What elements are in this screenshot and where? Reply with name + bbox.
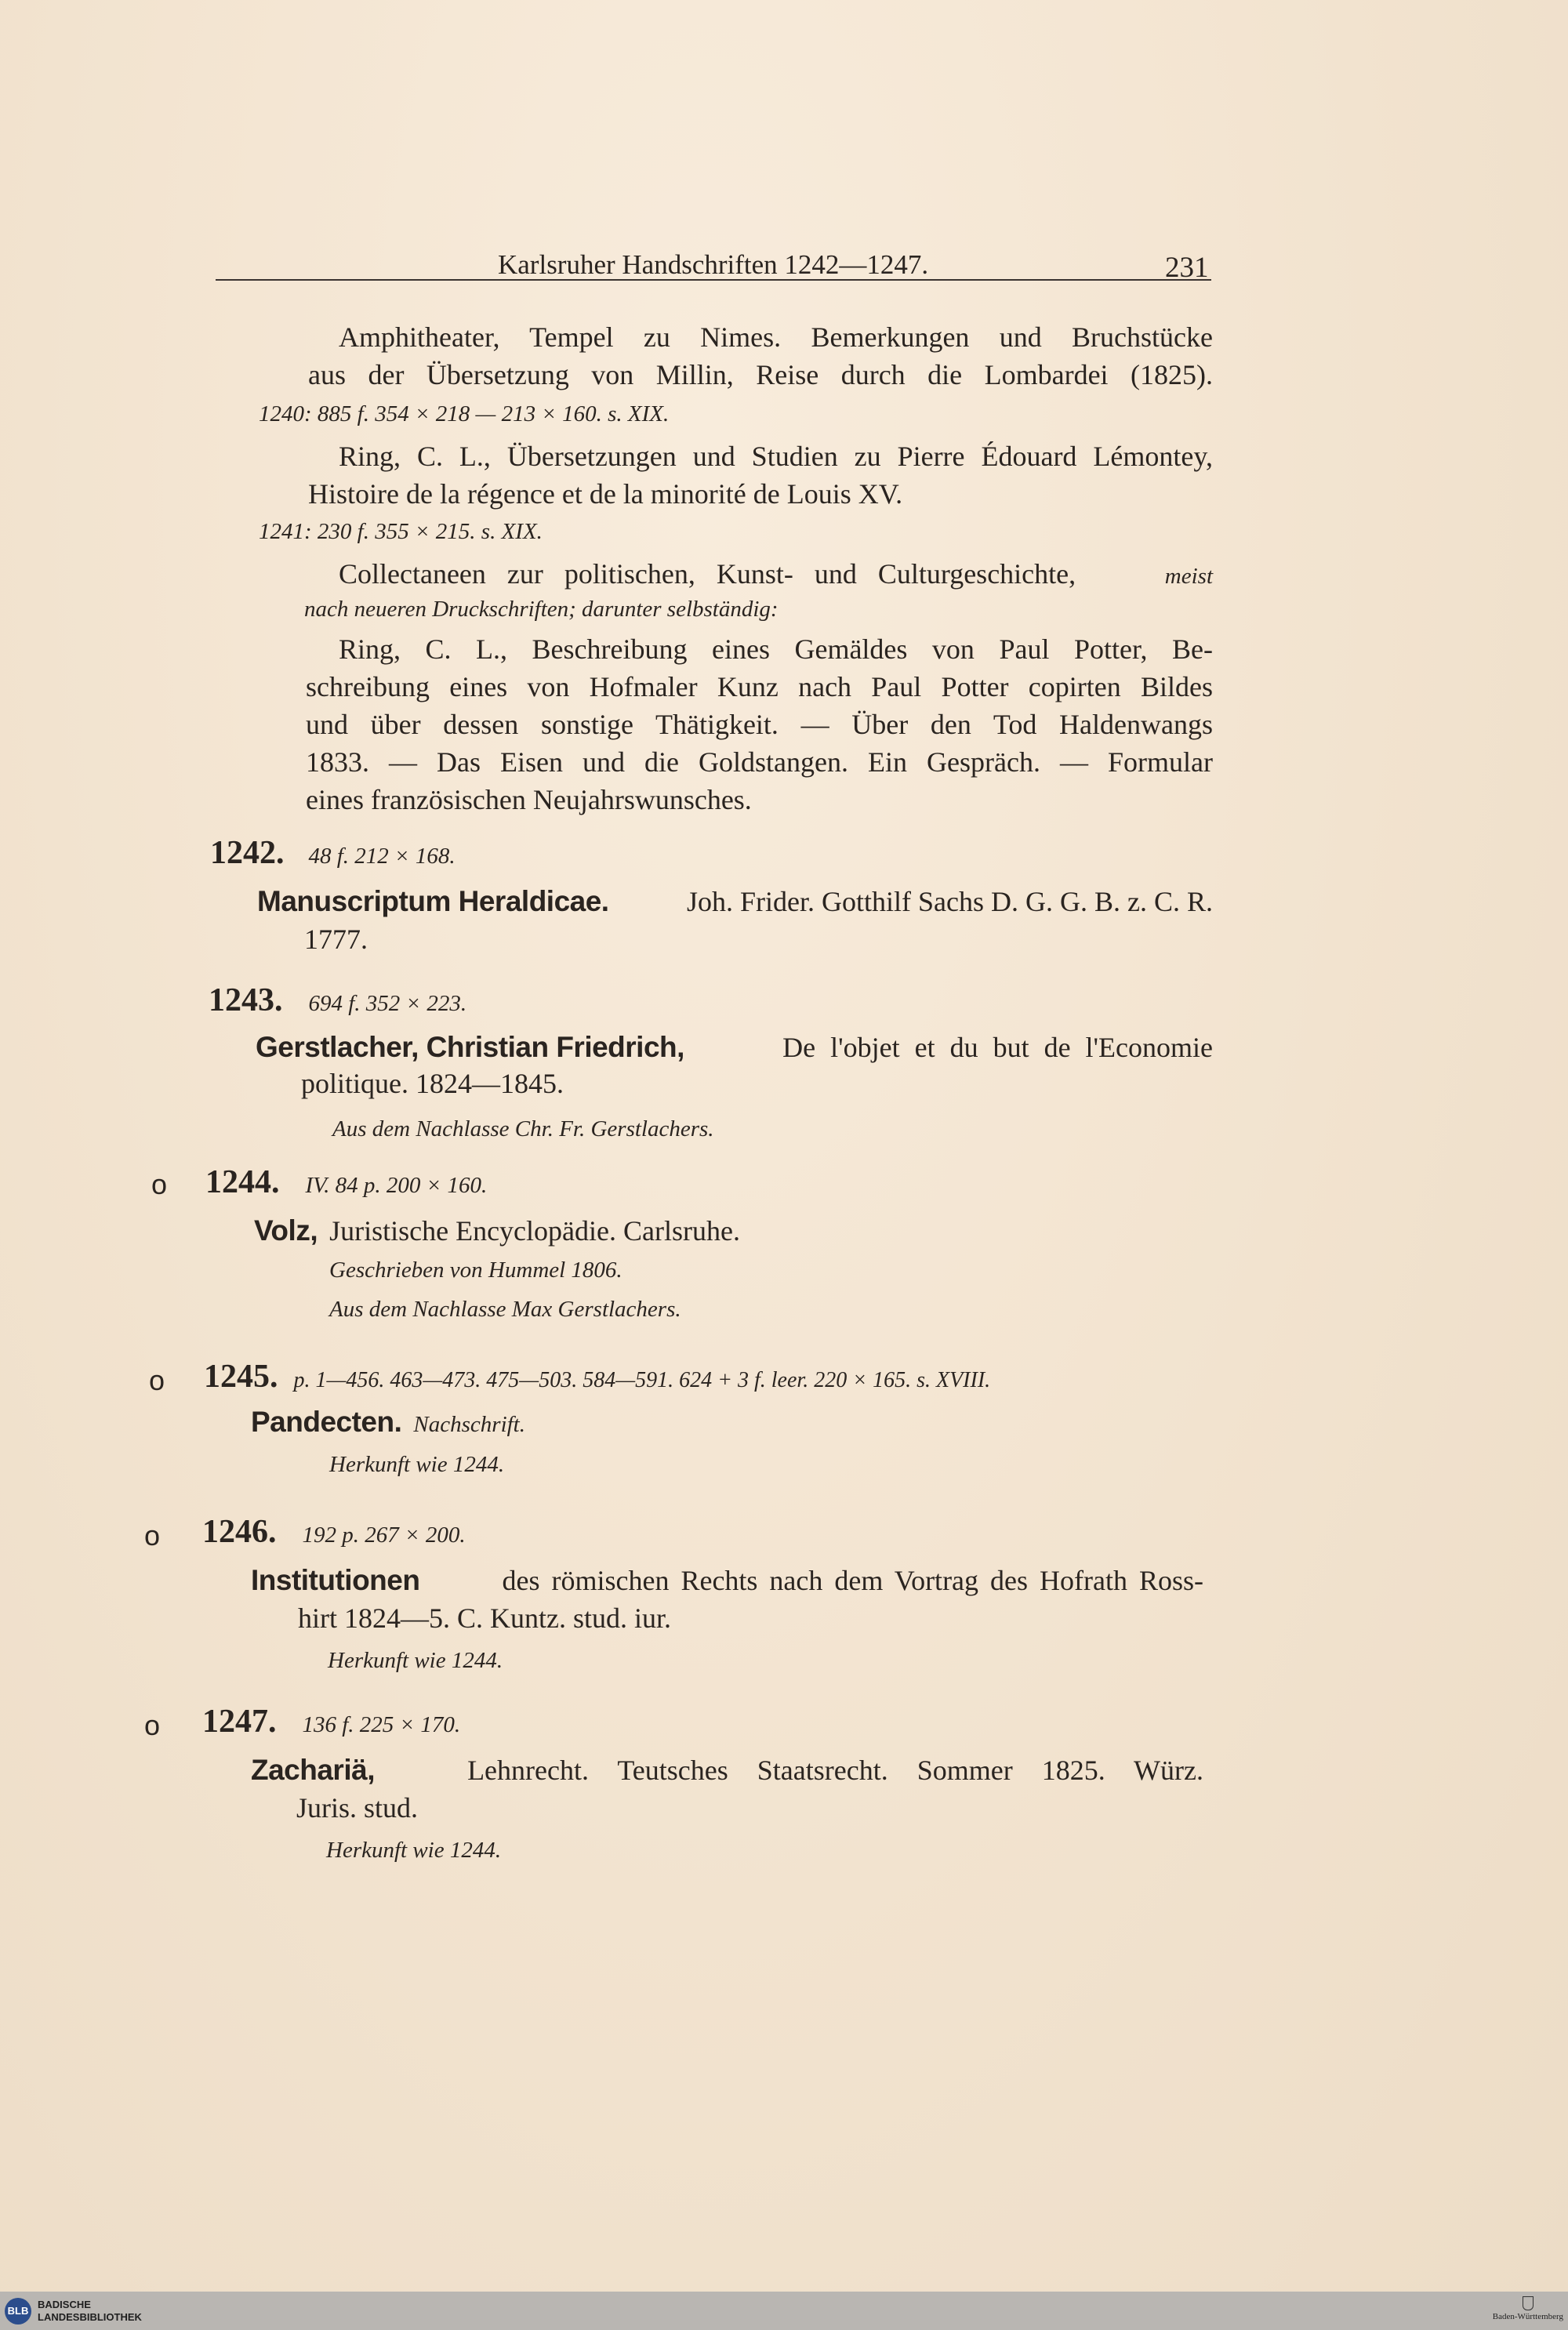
entry-heading (205, 1164, 488, 1201)
state-logo (1493, 2296, 1563, 2321)
entry-meta: 136 f. 225 × 170. (302, 1712, 461, 1737)
library-name (38, 2299, 142, 2324)
entry-number: 1246. (202, 1514, 277, 1550)
shelfmark-1240: 1240: 885 f. 354 × 218 — 213 × 160. s. XIX. (259, 401, 670, 426)
entry-marker: o (144, 1519, 161, 1552)
text-line: und über dessen sonstige Thätigkeit. — Über den Tod Haldenwangs (306, 709, 1213, 740)
text-line: aus der Übersetzung von Millin, Reise durch die Lombardei (1825). (308, 359, 1213, 390)
entry-heading (210, 837, 456, 872)
text-fragment: Juristische Encyclopädie. Carlsruhe. (329, 1215, 740, 1247)
text-line (256, 1032, 1213, 1063)
provenance-note: Geschrieben von Hummel 1806. (329, 1258, 622, 1283)
text-line: Juris. stud. (296, 1792, 419, 1824)
entry-number: 1242. (210, 835, 285, 871)
entry-meta: p. 1—456. 463—473. 475—503. 584—591. 624 + 3 f. leer. 220 × 165. s. XVIII. (293, 1368, 991, 1392)
text-line (254, 1215, 740, 1247)
entry-marker: o (149, 1364, 165, 1396)
text-line: Amphitheater, Tempel zu Nimes. Bemerkungen und Bruchstücke (339, 321, 1213, 353)
text-line-italic: nach neueren Druckschriften; darunter selbständig: (304, 597, 779, 622)
entry-heading (209, 982, 467, 1019)
entry-heading (202, 1706, 460, 1740)
blb-logo: BLB (5, 2298, 31, 2325)
entry-marker: o (144, 1709, 161, 1741)
provenance-note: Aus dem Nachlasse Max Gerstlachers. (329, 1297, 681, 1322)
text-line (251, 1406, 525, 1440)
entry-title: Gerstlacher, Christian Friedrich, (256, 1031, 684, 1063)
text-line: Histoire de la régence et de la minorité de Louis XV. (308, 478, 903, 510)
text-fragment-italic: Nachschrift. (413, 1412, 525, 1437)
text-line: hirt 1824—5. C. Kuntz. stud. iur. (298, 1602, 671, 1634)
library-name-line: LANDESBIBLIOTHEK (38, 2311, 142, 2323)
text-fragment: Joh. Frider. Gotthilf Sachs D. G. G. B. z. C. R. (687, 886, 1213, 917)
text-line: eines französischen Neujahrswunsches. (306, 784, 752, 815)
entry-title: Pandecten. (251, 1406, 402, 1438)
entry-heading (202, 1516, 466, 1551)
entry-number: 1243. (209, 982, 283, 1018)
entry-meta: IV. 84 p. 200 × 160. (305, 1173, 488, 1198)
text-line: schreibung eines von Hofmaler Kunz nach Paul Potter copirten Bildes (306, 671, 1213, 702)
text-line: Ring, C. L., Übersetzungen und Studien zu Pierre Édouard Lémontey, (339, 441, 1213, 472)
state-name: Baden-Württemberg (1492, 2312, 1563, 2321)
entry-meta: 48 f. 212 × 168. (308, 844, 456, 869)
entry-meta: 192 p. 267 × 200. (302, 1522, 466, 1548)
entry-marker: o (151, 1168, 168, 1200)
entry-title: Institutionen (251, 1564, 420, 1596)
provenance-note: Herkunft wie 1244. (328, 1648, 503, 1673)
entry-meta: 694 f. 352 × 223. (308, 991, 467, 1016)
entry-number: 1247. (202, 1704, 277, 1740)
text-line: Ring, C. L., Beschreibung eines Gemäldes von Paul Potter, Be- (339, 633, 1213, 665)
entry-title: Zachariä, (251, 1754, 375, 1786)
entry-heading (204, 1361, 1213, 1396)
provenance-note: Herkunft wie 1244. (326, 1838, 502, 1863)
running-header: Karlsruher Handschriften 1242—1247. (498, 249, 929, 280)
library-name-line: BADISCHE (38, 2299, 91, 2310)
shelfmark-1241: 1241: 230 f. 355 × 215. s. XIX. (259, 519, 543, 544)
text-line (251, 1755, 1203, 1786)
text-fragment-italic: meist (1164, 564, 1213, 589)
provenance-note: Aus dem Nachlasse Chr. Fr. Gerstlachers. (332, 1116, 714, 1141)
text-fragment: De l'objet et du but de l'Economie (782, 1032, 1213, 1063)
text-fragment: Collectaneen zur politischen, Kunst- und Culturgeschichte, (339, 558, 1076, 590)
text-line (257, 886, 1213, 917)
text-line: 1777. (304, 924, 368, 955)
entry-number: 1245. (204, 1359, 278, 1395)
entry-title: Volz, (254, 1214, 318, 1247)
entry-number: 1244. (205, 1164, 280, 1200)
text-line (339, 558, 1213, 592)
text-line (251, 1565, 1203, 1596)
text-fragment: des römischen Rechts nach dem Vortrag des Hofrath Ross- (502, 1565, 1203, 1596)
text-line: 1833. — Das Eisen und die Goldstangen. Ein Gespräch. — Formular (306, 746, 1213, 778)
text-fragment: Lehnrecht. Teutsches Staatsrecht. Sommer 1825. Würz. (467, 1755, 1203, 1786)
coat-of-arms-icon (1523, 2296, 1534, 2310)
provenance-note: Herkunft wie 1244. (329, 1452, 505, 1477)
page-number: 231 (1165, 252, 1209, 284)
footer-bar (0, 2292, 1568, 2330)
text-line: politique. 1824—1845. (301, 1068, 564, 1099)
header-rule (216, 279, 1211, 281)
entry-title: Manuscriptum Heraldicae. (257, 885, 609, 917)
